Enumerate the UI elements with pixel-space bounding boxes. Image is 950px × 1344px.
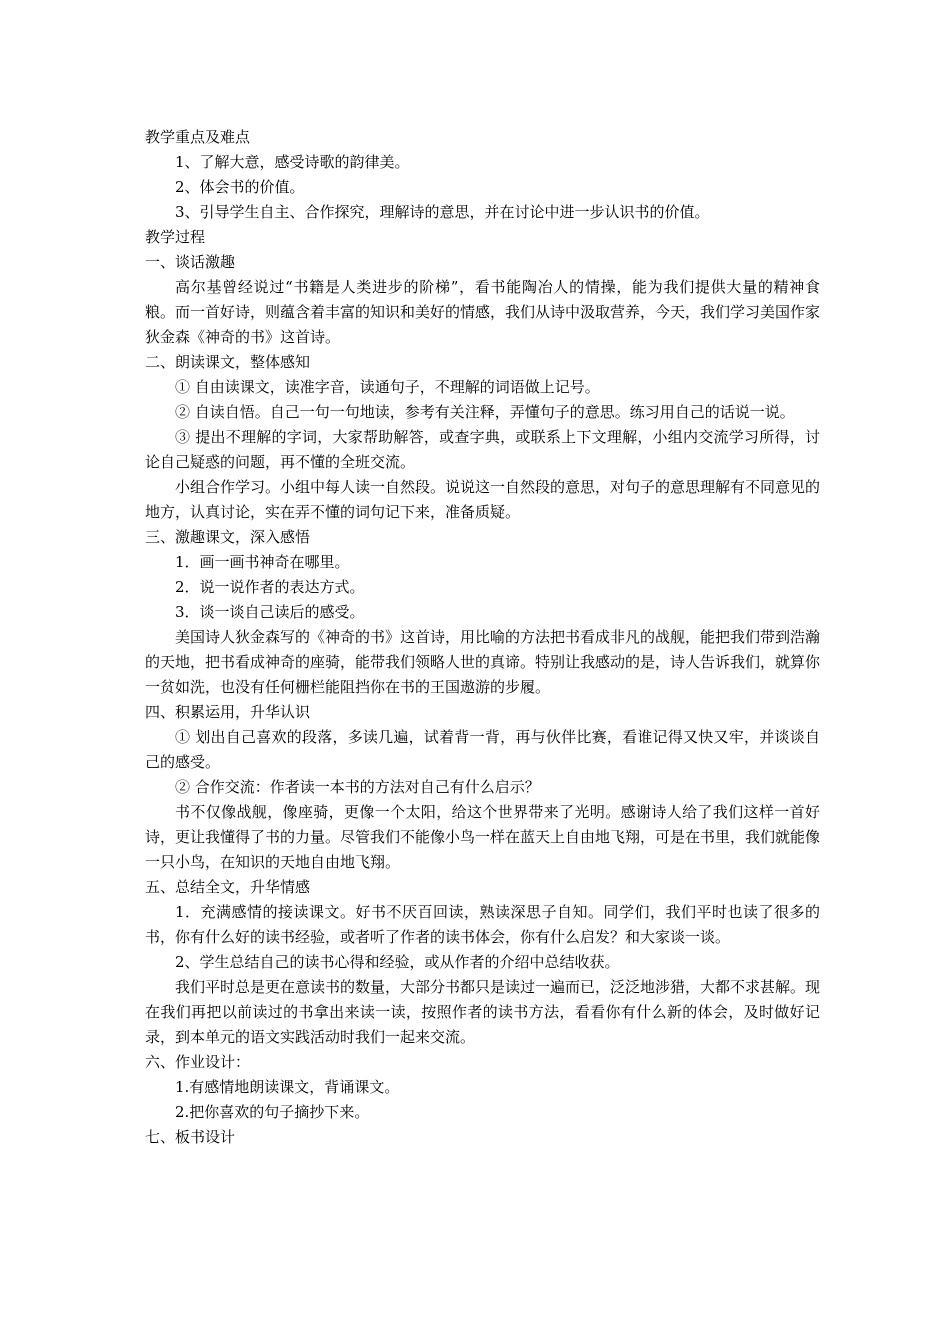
homework-item: 2.把你喜欢的句子摘抄下来。: [175, 1103, 370, 1121]
paragraph: ③ 提出不理解的字词，大家帮助解答，或查字典，或联系上下文理解，小组内交流学习所得，讨论自己疑惑的问题，再不懂的全班交流。: [145, 428, 820, 471]
paragraph: 书不仅像战舰，像座骑，更像一个太阳，给这个世界带来了光明。感谢诗人给了我们这样一首好诗，更让我懂得了书的力量。尽管我们不能像小鸟一样在蓝天上自由地飞翔，可是在书里，我们就能像一只小鸟，在知识的天地自由地飞翔。: [145, 803, 821, 871]
paragraph: 我们平时总是更在意读书的数量，大部分书都只是读过一遍而已，泛泛地涉猎，大都不求甚解。现在我们再把以前读过的书拿出来读一读，按照作者的读书方法，看看你有什么新的体会，及时做好记录，到本单元的语文实践活动时我们一起来交流。: [145, 978, 821, 1046]
homework-item: 1.有感情地朗读课文，背诵课文。: [175, 1078, 400, 1096]
heading-part-4: 四、积累运用，升华认识: [145, 703, 311, 721]
heading-part-6: 六、作业设计：: [145, 1053, 251, 1071]
heading-part-7: 七、板书设计: [145, 1128, 236, 1146]
paragraph: 3．谈一谈自己读后的感受。: [175, 603, 365, 621]
document-page: [145, 125, 820, 1150]
paragraph: ① 划出自己喜欢的段落，多读几遍，试着背一背，再与伙伴比赛，看谁记得又快又牢，并谈谈自己的感受。: [145, 728, 820, 771]
paragraph: 2、学生总结自己的读书心得和经验，或从作者的介绍中总结收获。: [175, 953, 620, 971]
key-point-item: 1、了解大意，感受诗歌的韵律美。: [175, 153, 410, 171]
heading-part-1: 一、谈话激趣: [145, 253, 236, 271]
paragraph: 高尔基曾经说过“书籍是人类进步的阶梯”，看书能陶冶人的情操，能为我们提供大量的精神食粮。而一首好诗，则蕴含着丰富的知识和美好的情感，我们从诗中汲取营养，今天，我们学习美国作家狄金森《神奇的书》这首诗。: [145, 278, 821, 346]
key-point-item: 3、引导学生自主、合作探究，理解诗的意思，并在讨论中进一步认识书的价值。: [175, 203, 710, 221]
heading-part-2: 二、朗读课文，整体感知: [145, 353, 311, 371]
paragraph: 1．充满感情的接读课文。好书不厌百回读，熟读深思子自知。同学们，我们平时也读了很多的书，你有什么好的读书经验，或者听了作者的读书体会，你有什么启发？和大家谈一谈。: [145, 903, 820, 946]
paragraph: ② 自读自悟。自己一句一句地读，参考有关注释，弄懂句子的意思。练习用自己的话说一说。: [175, 403, 795, 421]
paragraph: ① 自由读课文，读准字音，读通句子，不理解的词语做上记号。: [175, 378, 600, 396]
heading-key-points: 教学重点及难点: [145, 128, 251, 146]
paragraph: ② 合作交流：作者读一本书的方法对自己有什么启示？: [175, 778, 540, 796]
paragraph: 2．说一说作者的表达方式。: [175, 578, 365, 596]
key-point-item: 2、体会书的价值。: [175, 178, 305, 196]
paragraph: 美国诗人狄金森写的《神奇的书》这首诗，用比喻的方法把书看成非凡的战舰，能把我们带到浩瀚的天地，把书看成神奇的座骑，能带我们领略人世的真谛。特别让我感动的是，诗人告诉我们，就算你一贫如洗，也没有任何栅栏能阻挡你在书的王国遨游的步履。: [145, 628, 821, 696]
heading-part-5: 五、总结全文，升华情感: [145, 878, 311, 896]
paragraph: 1．画一画书神奇在哪里。: [175, 553, 350, 571]
heading-teaching-process: 教学过程: [145, 228, 206, 246]
heading-part-3: 三、激趣课文，深入感悟: [145, 528, 311, 546]
paragraph: 小组合作学习。小组中每人读一自然段。说说这一自然段的意思，对句子的意思理解有不同意见的地方，认真讨论，实在弄不懂的词句记下来，准备质疑。: [145, 478, 821, 521]
